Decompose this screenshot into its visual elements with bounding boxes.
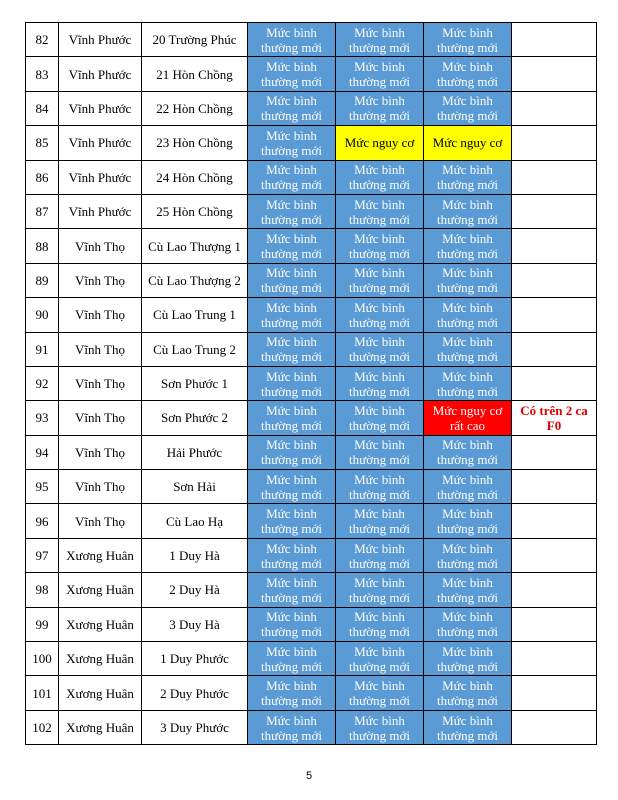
risk-level-label: Mức bình thường mới [261,334,322,365]
area-name: Hải Phước [142,435,248,469]
area-name: 20 Trường Phúc [142,23,248,57]
note-cell [512,504,597,538]
risk-level-cell [424,263,512,297]
note-cell [512,366,597,400]
table-row [26,504,597,538]
risk-level-cell [424,435,512,469]
area-name: 2 Duy Phước [142,676,248,710]
risk-level-cell [248,263,336,297]
table-row [26,710,597,744]
risk-level-label: Mức bình thường mới [349,471,410,502]
table-row [26,194,597,228]
risk-level-cell [424,676,512,710]
area-name: 21 Hòn Chồng [142,57,248,91]
table-row [26,91,597,125]
area-name: Sơn Phước 1 [142,366,248,400]
table-row [26,229,597,263]
note-cell [512,607,597,641]
risk-level-label: Mức bình thường mới [261,299,322,330]
risk-level-label: Mức bình thường mới [261,368,322,399]
area-name: 25 Hòn Chồng [142,194,248,228]
risk-level-label: Mức bình thường mới [349,506,410,537]
risk-level-cell [336,710,424,744]
risk-level-cell [248,710,336,744]
ward-name: Vĩnh Thọ [59,401,142,435]
ward-name: Vĩnh Phước [59,126,142,160]
row-number: 102 [26,710,59,744]
page-number: 5 [305,770,313,782]
risk-level-cell [248,126,336,160]
risk-level-label: Mức bình thường mới [261,93,322,124]
area-name: 2 Duy Hà [142,573,248,607]
risk-level-label: Mức bình thường mới [349,299,410,330]
row-number: 86 [26,160,59,194]
table-row [26,23,597,57]
row-number: 97 [26,538,59,572]
area-name: 1 Duy Hà [142,538,248,572]
risk-level-cell [336,126,424,160]
area-name: Cù Lao Hạ [142,504,248,538]
ward-name: Vĩnh Thọ [59,366,142,400]
ward-name: Vĩnh Phước [59,57,142,91]
risk-level-cell [336,538,424,572]
risk-level-cell [336,676,424,710]
area-name: Sơn Hải [142,470,248,504]
risk-level-cell [248,607,336,641]
risk-level-cell [248,435,336,469]
risk-level-label: Mức bình thường mới [437,299,498,330]
risk-level-cell [248,366,336,400]
table-row [26,676,597,710]
risk-level-label: Mức bình thường mới [349,24,410,55]
note-cell [512,676,597,710]
risk-level-label: Mức bình thường mới [349,196,410,227]
risk-level-label: Mức bình thường mới [437,540,498,571]
risk-level-label: Mức bình thường mới [437,93,498,124]
ward-name: Vĩnh Thọ [59,332,142,366]
note-cell [512,160,597,194]
risk-level-cell [336,160,424,194]
risk-level-label: Mức bình thường mới [437,471,498,502]
risk-level-cell [248,504,336,538]
ward-name: Xương Huân [59,573,142,607]
note-cell [512,538,597,572]
note-cell [512,23,597,57]
table-row [26,435,597,469]
risk-level-label: Mức bình thường mới [437,574,498,605]
table-row [26,263,597,297]
risk-level-cell [336,366,424,400]
risk-level-label: Mức bình thường mới [349,93,410,124]
note-cell [512,91,597,125]
risk-level-label: Mức bình thường mới [437,162,498,193]
risk-level-cell [248,194,336,228]
ward-name: Xương Huân [59,538,142,572]
risk-level-cell [424,607,512,641]
row-number: 89 [26,263,59,297]
risk-level-label: Mức bình thường mới [437,59,498,90]
risk-level-label: Mức bình thường mới [437,643,498,674]
risk-level-label: Mức bình thường mới [349,437,410,468]
risk-level-cell [424,160,512,194]
risk-level-cell [336,642,424,676]
risk-level-label: Mức bình thường mới [437,334,498,365]
risk-level-cell [424,126,512,160]
risk-level-cell [336,401,424,435]
risk-level-label: Mức bình thường mới [349,402,410,433]
table-row [26,642,597,676]
risk-level-label: Mức bình thường mới [349,265,410,296]
note-cell [512,229,597,263]
note-cell [512,126,597,160]
note-cell [512,435,597,469]
risk-level-cell [424,538,512,572]
note-cell [512,263,597,297]
ward-name: Vĩnh Thọ [59,435,142,469]
row-number: 100 [26,642,59,676]
risk-level-label: Mức bình thường mới [349,643,410,674]
risk-level-cell [336,332,424,366]
risk-level-cell [248,538,336,572]
row-number: 98 [26,573,59,607]
risk-level-cell [424,23,512,57]
risk-level-cell [336,504,424,538]
row-number: 96 [26,504,59,538]
table-row [26,126,597,160]
risk-level-cell [336,91,424,125]
table-row [26,298,597,332]
risk-level-label: Mức bình thường mới [261,162,322,193]
ward-name: Vĩnh Thọ [59,470,142,504]
risk-level-label: Mức bình thường mới [437,24,498,55]
risk-level-label: Mức bình thường mới [437,609,498,640]
risk-level-cell [424,229,512,263]
risk-level-cell [336,229,424,263]
row-number: 92 [26,366,59,400]
risk-level-label: Mức bình thường mới [261,24,322,55]
risk-level-cell [248,332,336,366]
risk-level-cell [336,435,424,469]
table-row [26,332,597,366]
ward-name: Vĩnh Phước [59,160,142,194]
ward-name: Xương Huân [59,607,142,641]
risk-level-label: Mức bình thường mới [261,609,322,640]
risk-level-label: Mức bình thường mới [349,678,410,709]
risk-level-cell [248,229,336,263]
table-row [26,57,597,91]
area-name: 22 Hòn Chồng [142,91,248,125]
risk-level-label: Mức nguy cơ rất cao [432,402,503,433]
row-number: 82 [26,23,59,57]
area-name: 3 Duy Phước [142,710,248,744]
risk-level-label: Mức bình thường mới [437,506,498,537]
risk-level-table [25,22,597,745]
risk-level-label: Mức nguy cơ [344,135,415,151]
note-cell [512,470,597,504]
ward-name: Xương Huân [59,676,142,710]
row-number: 84 [26,91,59,125]
risk-level-label: Mức bình thường mới [261,59,322,90]
risk-level-cell [424,504,512,538]
note-cell [512,710,597,744]
table-row [26,160,597,194]
risk-level-cell [424,470,512,504]
note-cell [512,332,597,366]
risk-level-cell [336,23,424,57]
ward-name: Vĩnh Phước [59,91,142,125]
risk-level-label: Mức bình thường mới [349,540,410,571]
risk-level-label: Mức bình thường mới [261,506,322,537]
table-row [26,538,597,572]
table-row [26,401,597,435]
risk-level-label: Mức bình thường mới [261,540,322,571]
row-number: 88 [26,229,59,263]
risk-level-cell [248,676,336,710]
table-row [26,470,597,504]
ward-name: Xương Huân [59,642,142,676]
risk-level-cell [424,332,512,366]
note-cell [512,642,597,676]
risk-level-cell [424,573,512,607]
risk-level-label: Mức bình thường mới [437,231,498,262]
note-cell [512,573,597,607]
area-name: Cù Lao Thượng 2 [142,263,248,297]
risk-level-cell [336,573,424,607]
risk-level-cell [424,298,512,332]
risk-level-cell [248,642,336,676]
risk-level-cell [248,23,336,57]
ward-name: Vĩnh Thọ [59,298,142,332]
note-cell [512,298,597,332]
risk-level-label: Mức bình thường mới [261,196,322,227]
risk-level-label: Mức bình thường mới [349,231,410,262]
row-number: 101 [26,676,59,710]
row-number: 93 [26,401,59,435]
risk-level-cell [424,366,512,400]
risk-level-label: Mức bình thường mới [261,643,322,674]
note-cell [512,194,597,228]
risk-level-label: Mức bình thường mới [349,59,410,90]
risk-level-label: Mức bình thường mới [349,712,410,743]
risk-level-cell [248,160,336,194]
risk-level-cell [424,194,512,228]
risk-level-cell [248,573,336,607]
row-number: 85 [26,126,59,160]
ward-name: Vĩnh Phước [59,194,142,228]
risk-level-label: Mức bình thường mới [261,574,322,605]
risk-level-cell [248,401,336,435]
row-number: 94 [26,435,59,469]
risk-level-cell [336,194,424,228]
row-number: 87 [26,194,59,228]
note-cell [512,57,597,91]
risk-level-label: Mức bình thường mới [261,127,322,158]
risk-level-label: Mức bình thường mới [349,609,410,640]
table-row [26,366,597,400]
table-body [26,23,597,745]
risk-level-cell [336,263,424,297]
ward-name: Xương Huân [59,710,142,744]
ward-name: Vĩnh Thọ [59,229,142,263]
risk-level-label: Mức bình thường mới [261,471,322,502]
risk-level-label: Mức bình thường mới [437,368,498,399]
table-row [26,607,597,641]
risk-level-label: Mức bình thường mới [437,265,498,296]
risk-level-label: Mức nguy cơ [432,135,503,151]
risk-level-cell [248,470,336,504]
area-name: Cù Lao Trung 1 [142,298,248,332]
risk-level-label: Mức bình thường mới [261,437,322,468]
risk-level-label: Mức bình thường mới [437,712,498,743]
risk-level-cell [248,91,336,125]
note-cell: Có trên 2 ca F0 [512,401,597,435]
risk-level-label: Mức bình thường mới [261,678,322,709]
ward-name: Vĩnh Thọ [59,504,142,538]
risk-level-cell [336,607,424,641]
risk-level-label: Mức bình thường mới [261,402,322,433]
area-name: 1 Duy Phước [142,642,248,676]
risk-level-cell [248,57,336,91]
risk-level-label: Mức bình thường mới [437,437,498,468]
ward-name: Vĩnh Thọ [59,263,142,297]
risk-level-label: Mức bình thường mới [261,231,322,262]
risk-level-cell [248,298,336,332]
risk-level-cell [424,642,512,676]
risk-level-cell [336,298,424,332]
risk-level-cell [336,470,424,504]
risk-level-label: Mức bình thường mới [349,368,410,399]
risk-level-label: Mức bình thường mới [261,712,322,743]
area-name: Sơn Phước 2 [142,401,248,435]
risk-level-label: Mức bình thường mới [349,334,410,365]
risk-level-cell [424,91,512,125]
row-number: 83 [26,57,59,91]
row-number: 90 [26,298,59,332]
row-number: 91 [26,332,59,366]
risk-level-cell [336,57,424,91]
risk-level-label: Mức bình thường mới [437,196,498,227]
area-name: 24 Hòn Chồng [142,160,248,194]
row-number: 99 [26,607,59,641]
risk-level-label: Mức bình thường mới [349,574,410,605]
risk-level-label: Mức bình thường mới [437,678,498,709]
ward-name: Vĩnh Phước [59,23,142,57]
row-number: 95 [26,470,59,504]
risk-level-cell [424,401,512,435]
risk-level-cell [424,57,512,91]
risk-level-label: Mức bình thường mới [261,265,322,296]
area-name: 3 Duy Hà [142,607,248,641]
area-name: 23 Hòn Chồng [142,126,248,160]
table-row [26,573,597,607]
area-name: Cù Lao Thượng 1 [142,229,248,263]
risk-level-cell [424,710,512,744]
area-name: Cù Lao Trung 2 [142,332,248,366]
risk-level-label: Mức bình thường mới [349,162,410,193]
